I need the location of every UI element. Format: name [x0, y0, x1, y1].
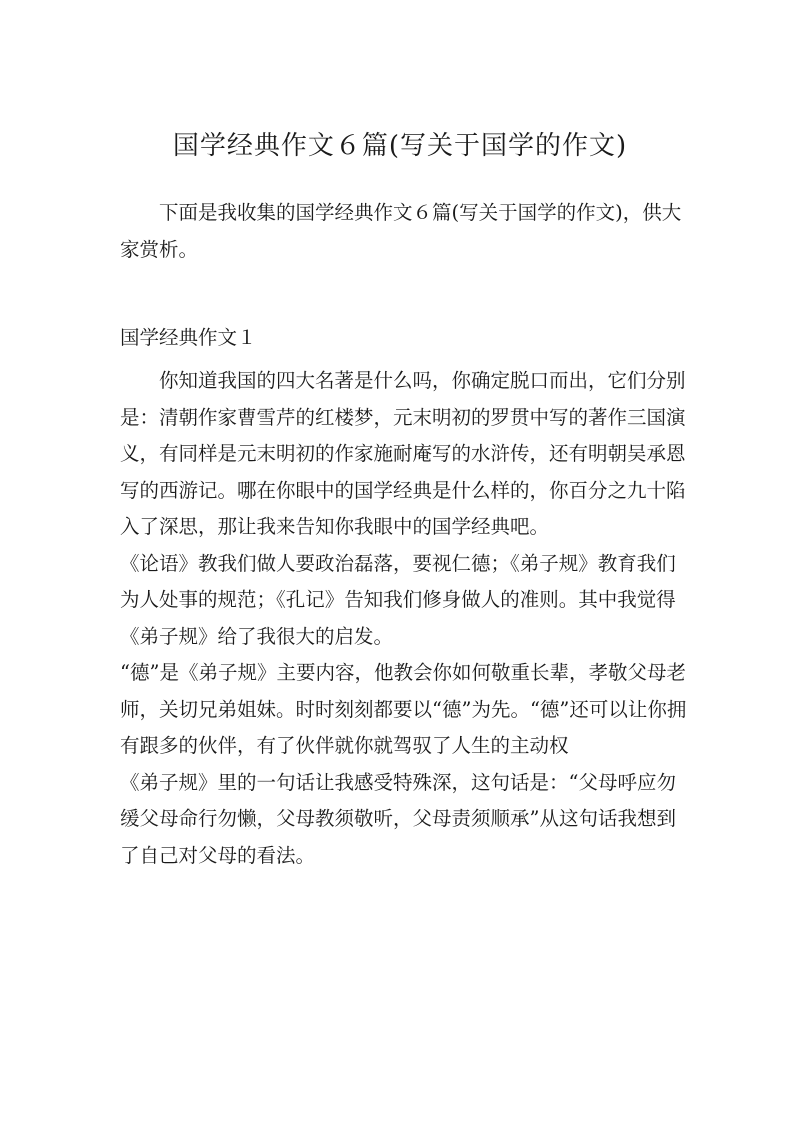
paragraph: 《论语》教我们做人要政治磊落，要视仁德；《弟子规》教育我们为人处事的规范；《孔记》告知我们修身做人的准则。其中我觉得《弟子规》给了我很大的启发。: [120, 551, 676, 648]
paragraph: 你知道我国的四大名著是什么吗，你确定脱口而出，它们分别是：清朝作家曹雪芹的红楼梦，元末明初的罗贯中写的著作三国演义，有同样是元末明初的作家施耐庵写的水浒传，还有明朝吴承恩写的西游记。哪在你眼中的国学经典是什么样的，你百分之九十陷入了深思，那让我来告知你我眼中的国学经典吧。: [120, 369, 686, 538]
section-body: [120, 363, 690, 874]
section-heading: 国学经典作文１: [120, 326, 257, 349]
intro-paragraph: 下面是我收集的国学经典作文６篇(写关于国学的作文)，供大家赏析。: [120, 201, 682, 261]
paragraph: 《弟子规》里的一句话让我感受特殊深，这句话是：“父母呼应勿缓父母命行勿懒，父母教须敬听，父母责须顺承”从这句话我想到了自己对父母的看法。: [120, 770, 676, 867]
document-title: 国学经典作文６篇(写关于国学的作文): [172, 131, 628, 161]
paragraph: “德”是《弟子规》主要内容，他教会你如何敬重长辈，孝敬父母老师，关切兄弟姐妹。时时刻刻都要以“德”为先。“德”还可以让你拥有跟多的伙伴，有了伙伴就你就驾驭了人生的主动权: [120, 661, 687, 757]
